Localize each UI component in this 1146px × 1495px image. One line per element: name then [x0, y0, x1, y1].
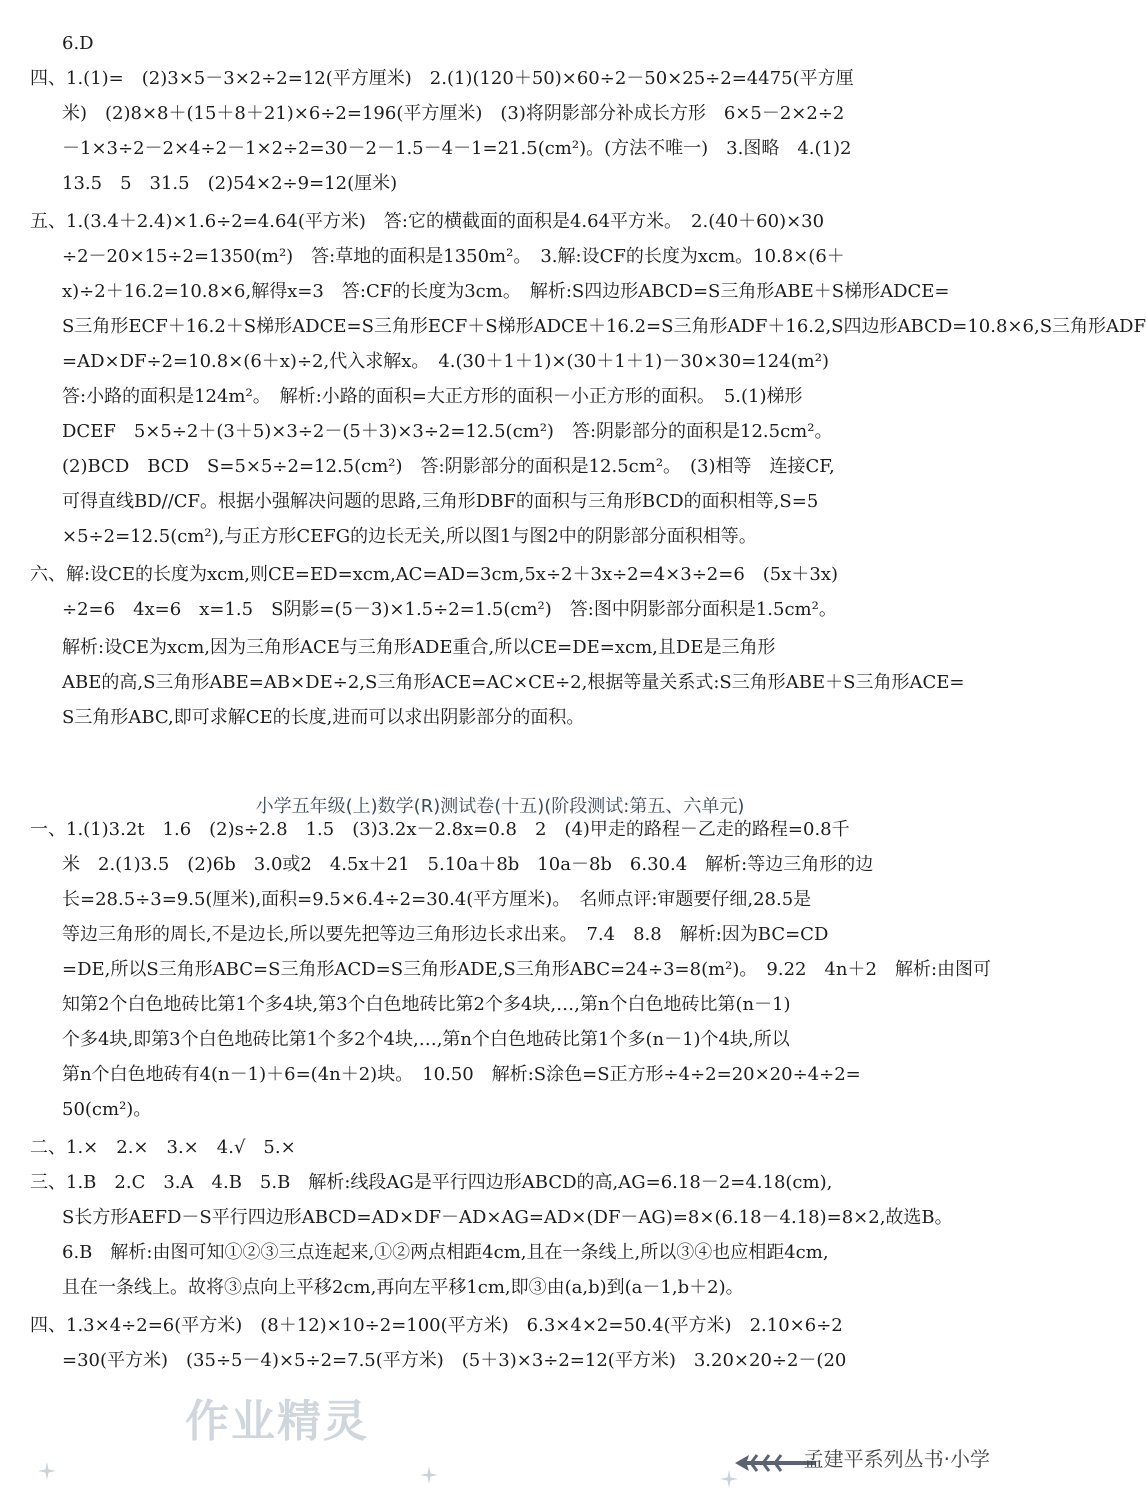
- answer-line: 三、1.B 2.C 3.A 4.B 5.B 解析:线段AG是平行四边形ABCD的高,AG=6.18－2=4.18(cm),: [30, 1172, 833, 1193]
- answer-line: 长=28.5÷3=9.5(厘米),面积=9.5×6.4÷2=30.4(平方厘米)。 名师点评:审题要仔细,28.5是: [62, 889, 812, 910]
- answer-line: 个多4块,即第3个白色地砖比第1个多2个4块,…,第n个白色地砖比第1个多(n－1)个4块,所以: [62, 1029, 790, 1050]
- answer-line: 6.B 解析:由图可知①②③三点连起来,①②两点相距4cm,且在一条线上,所以③④也应相距4cm,: [62, 1242, 829, 1263]
- answer-line: 一、1.(1)3.2t 1.6 (2)s÷2.8 1.5 (3)3.2x－2.8x=0.8 2 (4)甲走的路程－乙走的路程=0.8千: [30, 819, 850, 840]
- answer-line: (2)BCD BCD S=5×5÷2=12.5(cm²) 答:阴影部分的面积是12.5cm²。 (3)相等 连接CF,: [62, 456, 835, 477]
- answer-line: 13.5 5 31.5 (2)54×2÷9=12(厘米): [62, 173, 398, 194]
- answer-line: 四、1.(1)= (2)3×5－3×2÷2=12(平方厘米) 2.(1)(120＋50)×60÷2－50×25÷2=4475(平方厘: [30, 68, 854, 89]
- answer-line: 米) (2)8×8＋(15＋8＋21)×6÷2=196(平方厘米) (3)将阴影部分补成长方形 6×5－2×2÷2: [62, 103, 845, 124]
- answer-line: 四、1.3×4÷2=6(平方米) (8＋12)×10÷2=100(平方米) 6.3×4×2=50.4(平方米) 2.10×6÷2: [30, 1315, 843, 1336]
- answer-line: ×5÷2=12.5(cm²),与正方形CEFG的边长无关,所以图1与图2中的阴影部分面积相等。: [62, 526, 757, 547]
- answer-line: S三角形ECF＋16.2＋S梯形ADCE=S三角形ECF＋S梯形ADCE＋16.2=S三角形ADF＋16.2,S四边形ABCD=10.8×6,S三角形ADF: [62, 316, 1146, 337]
- answer-line: ABE的高,S三角形ABE=AB×DE÷2,S三角形ACE=AC×CE÷2,根据等量关系式:S三角形ABE＋S三角形ACE=: [62, 672, 965, 693]
- footer-series-label: 孟建平系列丛书·小学: [803, 1447, 990, 1471]
- answer-line: 六、解:设CE的长度为xcm,则CE=ED=xcm,AC=AD=3cm,5x÷2＋3x÷2=4×3÷2=6 (5x＋3x): [30, 564, 839, 585]
- answer-line: 米 2.(1)3.5 (2)6b 3.0或2 4.5x＋21 5.10a＋8b 10a－8b 6.30.4 解析:等边三角形的边: [62, 854, 874, 875]
- answer-line: =DE,所以S三角形ABC=S三角形ACD=S三角形ADE,S三角形ABC=24÷3=8(m²)。 9.22 4n＋2 解析:由图可: [62, 959, 992, 980]
- sparkle-icon: [38, 1462, 56, 1480]
- sparkle-icon: [720, 1470, 738, 1488]
- answer-line: 五、1.(3.4＋2.4)×1.6÷2=4.64(平方米) 答:它的横截面的面积是4.64平方米。 2.(40＋60)×30: [30, 211, 825, 232]
- answer-line: －1×3÷2－2×4÷2－1×2÷2=30－2－1.5－4－1=21.5(cm²)。(方法不唯一) 3.图略 4.(1)2: [62, 138, 852, 159]
- sparkle-icon: [420, 1466, 438, 1484]
- answer-line: 且在一条线上。故将③点向上平移2cm,再向左平移1cm,即③由(a,b)到(a－1,b＋2)。: [62, 1277, 744, 1298]
- answer-line: 50(cm²)。: [62, 1099, 152, 1120]
- answer-line: 二、1.× 2.× 3.× 4.√ 5.×: [30, 1137, 296, 1158]
- answer-line: 等边三角形的周长,不是边长,所以要先把等边三角形边长求出来。 7.4 8.8 解析:因为BC=CD: [62, 924, 829, 945]
- answer-line: x)÷2＋16.2=10.8×6,解得x=3 答:CF的长度为3cm。 解析:S四边形ABCD=S三角形ABE＋S梯形ADCE=: [62, 281, 950, 302]
- answer-line: 第n个白色地砖有4(n－1)＋6=(4n＋2)块。 10.50 解析:S涂色=S正方形÷4÷2=20×20÷4÷2=: [62, 1064, 861, 1085]
- answer-line: 6.D: [62, 33, 94, 54]
- section-title: 小学五年级(上)数学(R)测试卷(十五)(阶段测试:第五、六单元): [255, 796, 745, 817]
- answer-line: =30(平方米) (35÷5－4)×5÷2=7.5(平方米) (5＋3)×3÷2=12(平方米) 3.20×20÷2－(20: [62, 1350, 847, 1371]
- answer-line: ÷2=6 4x=6 x=1.5 S阴影=(5－3)×1.5÷2=1.5(cm²) 答:图中阴影部分面积是1.5cm²。: [62, 599, 837, 620]
- watermark-text: 作业精灵: [185, 1396, 369, 1447]
- answer-line: DCEF 5×5÷2＋(3＋5)×3÷2－(5＋3)×3÷2=12.5(cm²) 答:阴影部分的面积是12.5cm²。: [62, 421, 833, 442]
- footer: [0, 1435, 1000, 1495]
- answer-line: 答:小路的面积是124m²。 解析:小路的面积=大正方形的面积－小正方形的面积。 5.(1)梯形: [62, 386, 803, 407]
- answer-line: S长方形AEFD－S平行四边形ABCD=AD×DF－AD×AG=AD×(DF－AG)=8×(6.18－4.18)=8×2,故选B。: [62, 1207, 953, 1228]
- answer-line: 可得直线BD//CF。根据小强解决问题的思路,三角形DBF的面积与三角形BCD的面积相等,S=5: [62, 491, 819, 512]
- answer-line: =AD×DF÷2=10.8×(6＋x)÷2,代入求解x。 4.(30＋1＋1)×(30＋1＋1)－30×30=124(m²): [62, 351, 829, 372]
- answer-line: 知第2个白色地砖比第1个多4块,第3个白色地砖比第2个多4块,…,第n个白色地砖比第(n－1): [62, 994, 791, 1015]
- answer-line: 解析:设CE为xcm,因为三角形ACE与三角形ADE重合,所以CE=DE=xcm,且DE是三角形: [62, 637, 776, 658]
- answer-line: ÷2－20×15÷2=1350(m²) 答:草地的面积是1350m²。 3.解:设CF的长度为xcm。10.8×(6＋: [62, 246, 845, 267]
- answer-line: S三角形ABC,即可求解CE的长度,进而可以求出阴影部分的面积。: [62, 707, 585, 728]
